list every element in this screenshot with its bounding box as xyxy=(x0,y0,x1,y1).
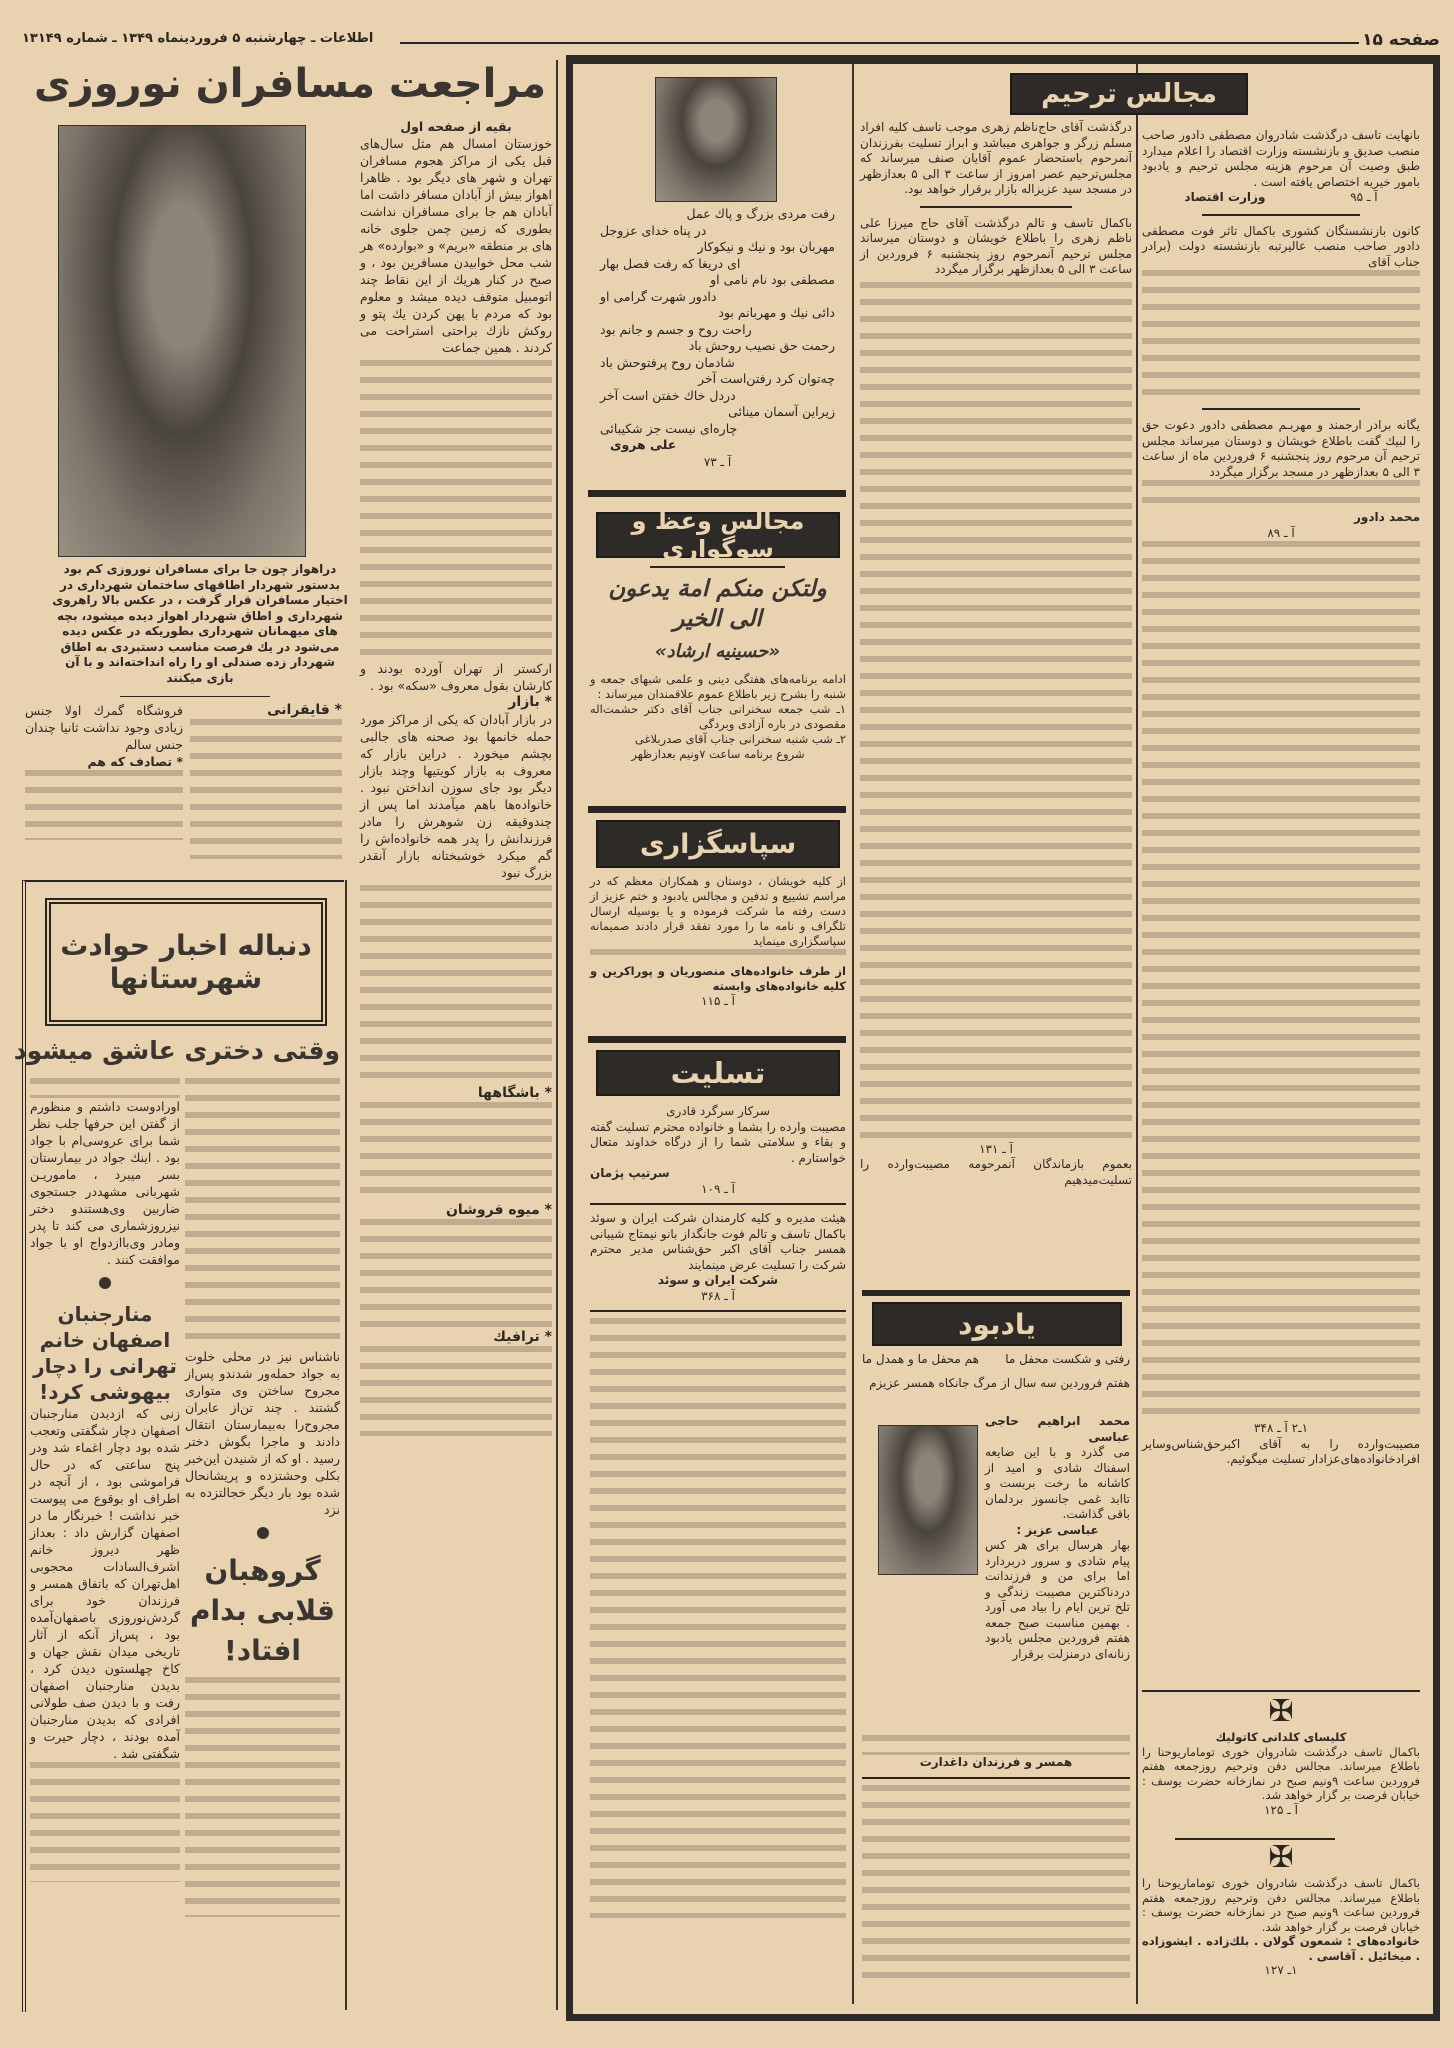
poem-line: راحت روح و جسم و جانم بود xyxy=(600,321,752,337)
church-text: باکمال تاسف درگذشت شادروان خوری توماماریوحنا را باطلاع میرساند. مجالس دفن وترحیم روزجمعه هفتم فروردین ساعت ۹ونیم صبح در نمازخانه حضرت یوسف : خیابان فرصت بر گزار خواهد شد. xyxy=(1142,1876,1420,1934)
memorial-name: محمد ابراهیم حاجی عباسی xyxy=(985,1414,1130,1444)
tarhim-text: کانون بازنشستگان کشوری باکمال تاثر فوت مصطفی دادور صاحب منصب عالیرتبه بازنشسته دولت (برادر جناب آقای xyxy=(1142,223,1420,269)
ad-code: آ ـ ۱۲۵ xyxy=(1264,1802,1298,1817)
poem-line: چه‌توان کرد رفتن‌است آخر xyxy=(698,371,835,386)
obituaries-column xyxy=(860,120,1132,1188)
memorial-text: بهار هرسال برای هر کس پیام شادی و سرور دربردارد اما برای من و فرزندانت دردناکترین مصیبت زندگی و تلخ ترین ایام را بیاد می آورد . بهمین مناسبت صبح جمعه هفتم فروردین مجلس یادبود زنانه‌ای درمنزلت برقرار xyxy=(985,1538,1130,1661)
bazaar-text: در بازار آبادان که یکی از مراکز مورد حمله خانمها بود صحنه های جالبی بچشم میخورد . دراین بازار که معروف به بازار کویتیها وچند بازار دیگر بود جای سوزن انداختن نبود . خانواده‌ها باهم میآمدند اما پس از چندوقیقه زن شوهرش را مادر فرزندانش را پدر همه خانواده‌اش را گم میکرد خوشبختانه بازار آنقدر بزرگ نبود xyxy=(360,712,552,880)
incidents-subtitle: شهرستانها xyxy=(109,962,263,995)
orchestra-text: ارکستر از تهران آورده بودند و کارشان بقول معروف «سکه» بود . xyxy=(360,661,552,693)
minaret-headline: منارجنبان اصفهان خانم تهرانی را دچار بیهوشی کرد! xyxy=(33,1302,177,1404)
minaret-text: زنی که ازدیدن منارجنبان اصفهان دچار شگفتی وتعجب شده بود دچار اغماء شد ودر پنج ساعتی که در حال فراموشی بود ، از آنچه در اطراف او بوقوع می پیوست خبر نداشت ! خبرنگار ما در اصفهان گزارش داد : بعداز ظهر دیروز خانم اشرف‌السادات محجوبی اهل‌تهران که باتفاق همسر و فرزندان خود برای گردش‌نوروزی باصفهان‌آمده بود ، پس‌از آنکه از آثار تاریخی میدان نقش جهان و کاخ چهلستون دیدن کرد ، بدیدن منارجنبان اصفهان رفت و با دیدن صف طولانی افرادی که بدیدن منارجنبان آمده بودند ، دچار حیرت و شگفتی شد . xyxy=(30,1406,180,1761)
obituary-text: بعموم بازماندگان آنمرحومه مصیبت‌وارده را تسلیت‌میدهیم xyxy=(860,1157,1132,1187)
church-name: کلیسای کلدانی کاتولیك xyxy=(1215,1730,1347,1744)
love-article-col2 xyxy=(185,1078,340,1917)
poem-line: زیراین آسمان مینائی xyxy=(728,404,835,419)
condolence-signature: سرتیپ پژمان xyxy=(590,1166,670,1180)
church-notice-1 xyxy=(1142,1730,1420,1817)
bazaar-subhead: * بازار xyxy=(508,694,552,710)
tarhim-heading: مجالس ترحیم xyxy=(1010,73,1248,115)
memorial-poem xyxy=(590,206,845,470)
page-number: صفحه ۱۵ xyxy=(1362,30,1440,50)
poem-line: رفت مردی بزرگ و پاك عمل xyxy=(686,206,835,221)
sermon-time: شروع برنامه ساعت ۷ونیم بعدازظهر xyxy=(631,747,805,761)
ad-code: آ ـ ۱۳۱ xyxy=(979,1141,1013,1156)
thanks-signature: از طرف خانواده‌های منصوریان و پوراکرین و کلیه خانواده‌های وابسته xyxy=(590,964,846,993)
poem-line: ای دریغا که رفت فصل بهار xyxy=(600,255,741,271)
ad-code: آ ـ ۳۶۸ xyxy=(701,1288,735,1303)
condolence-text: هیئت مدیره و کلیه کارمندان شرکت ایران و سوئد باکمال تاسف و تالم فوت جانگداز بانو نیمتاج شیبانی همسر جناب آقای اکبر حق‌شناس مدیر محترم شرکت را تسلیت عرض مینمایند xyxy=(590,1211,846,1272)
poem-line: دردل خاك خفتن است آخر xyxy=(600,387,736,403)
cross-icon: ✠ xyxy=(1268,1840,1294,1875)
love-text: اورادوست داشتم و منظورم از گفتن این حرفها جلب نظر شما برای عروسی‌ام با جواد بود . اینك جواد در بیمارستان بسر میبرد ، ماموریـن شهربانی مشهددر جستجوی ضاربین وی‌هستندو دختر نیزروزشماری می کند تا پدر ومادر وی‌باازدواج او با جواد موافقت کنند . xyxy=(30,1099,180,1267)
tarhim-signature: محمد دادور xyxy=(1353,510,1420,524)
memorial-heading: یادبود xyxy=(872,1302,1122,1346)
travelers-headline: مراجعت مسافران نوروزی xyxy=(33,61,547,107)
customs-text: فروشگاه گمرك اولا جنس زیادی وجود نداشت ثانیا چندان جنس سالم xyxy=(25,703,183,752)
tarhim-column xyxy=(1142,128,1420,1468)
boating-article xyxy=(190,702,342,859)
sermon-venue: «حسینیه ارشاد» xyxy=(654,641,781,662)
love-headline: وقتی دختری عاشق میشود xyxy=(13,1036,340,1065)
boating-subhead: * قایقرانی xyxy=(267,702,342,718)
incidents-title: دنباله اخبار حوادث xyxy=(60,929,312,962)
incidents-box xyxy=(45,898,327,1026)
condolence-recipient: سرکار سرگرد قادری xyxy=(666,1104,770,1118)
ad-code: ۱ـ ۱۲۷ xyxy=(1264,1963,1298,1977)
sermon-item: ۱ـ شب جمعه سخنرانی جناب آقای دکتر حشمت‌اله مقصودی در باره آزادی وبردگی xyxy=(590,702,846,731)
ad-code: ۱ـ۲ آ ـ ۳۴۸ xyxy=(1253,1421,1309,1435)
fruit-subhead: * میوه فروشان xyxy=(445,1202,552,1218)
memorial-photo xyxy=(878,1425,978,1575)
condolence-heading: تسلیت xyxy=(596,1050,840,1096)
memorial-address: عباسی عزیز : xyxy=(1016,1522,1099,1537)
column-divider xyxy=(556,60,558,2010)
church-text: باکمال تاسف درگذشت شادروان خوری توماماریوحنا را باطلاع میرساند. مجالس دفن وترحیم روزجمعه هفتم فروردین ساعت ۹ونیم صبح در نمازخانه حضرت یوسف : خیابان فرصت بر گزار خواهد شد. xyxy=(1142,1744,1420,1802)
memorial-text: می گذرد و با این ضایعه اسفناك شادی و امید از کاشانه ما رخت بربست و تاابد غمی جانسوز بردلمان باقی گذاشت. xyxy=(985,1445,1130,1521)
poem-line: دائی نیك و مهربانم بود xyxy=(718,305,835,320)
continued-label: بقیه از صفحه اول xyxy=(400,119,512,134)
poem-line: در پناه خدای عزوجل xyxy=(600,222,707,238)
verse-line: هم محفل ما و همدل ما xyxy=(862,1352,979,1366)
accident-subhead: * تصادف که هم xyxy=(87,754,183,769)
issue-line: اطلاعات ـ چهارشنبه ۵ فروردینماه ۱۳۴۹ ـ شماره ۱۳۱۴۹ xyxy=(22,31,374,46)
poem-signature: علی هروی xyxy=(610,437,677,452)
tarhim-text: یگانه برادر ارجمند و مهربـم مصطفی دادور دعوت حق را لبیك گفت باطلاع خویشان و دوستان میرساند مجلس ترحیم آن مرحوم روز پنجشنبه ۶ فروردین ماه از ساعت ۳ الی ۵ بعدازظهر در مسجد برگزار میگردد xyxy=(1142,418,1420,479)
text-continuation xyxy=(360,360,552,660)
condolence-notices xyxy=(590,1104,846,1918)
hostage-headline: گروهبان قلابی بدام افتاد! xyxy=(190,1554,335,1667)
ad-code: آ ـ ۹۵ xyxy=(1350,190,1378,204)
clubs-subhead: * باشگاهها xyxy=(477,1085,552,1101)
thanks-heading: سپاسگزاری xyxy=(596,820,840,868)
assault-text: ناشناس نیز در محلی خلوت به جواد حمله‌ور شدندو پس‌از مجروح ساختن وی متواری گشتند . چند تن‌از عابران مجروح‌را به‌بیمارستان انتقال دادند و ماجرا بگوش دختر رسید . او که از شنیدن این‌خبر بکلی وحشتزده و پریشانحال شده بود بار دیگر خجالتزده به نزد xyxy=(185,1349,340,1517)
thanks-text: از کلیه خویشان ، دوستان و همکاران معظم که در مراسم تشییع و تدفین و مجالس یادبود و ختم عزیز از دست رفته ما شرکت فرموده و یا بوسیله ارسال تلگراف و نامه ما را مورد تفقد قرار دادند صمیمانه سپاسگزاری مینماید xyxy=(590,874,846,948)
memorial-verse xyxy=(862,1352,1130,1366)
children-photo xyxy=(58,125,306,557)
sermon-item: ۲ـ شب شنبه سخنرانی جناب آقای صدربلاغی xyxy=(634,732,846,746)
church-families: خانواده‌های : شمعون گولان . بلك‌زاده . ایشوزاده . میخائیل . آقاسی . xyxy=(1142,1934,1420,1963)
poem-line: چاره‌ای نیست جز شكیبائی xyxy=(600,420,738,436)
tarhim-text: مصیبت‌وارده را به آقای اکبرحق‌شناس‌وسایر افرادخانواده‌های‌عزادار تسلیت میگوئیم. xyxy=(1142,1436,1420,1466)
ad-code: آ ـ ۸۹ xyxy=(1267,525,1295,540)
portrait-photo xyxy=(655,77,777,202)
sermon-notice xyxy=(590,672,846,762)
memorial-body xyxy=(985,1414,1130,1662)
customs-article xyxy=(25,702,183,840)
obituary-text: درگذشت آقای حاج‌ناظم زهری موجب تاسف کلیه افراد مسلم زرگر و جواهری میباشد و ابراز تسلیت بفرزندان آنمرحوم باستحضار عموم آقایان صنف میرساند که مجلس‌ترحیم عصر امروز از ساعت ۳ الی ۵ بعدازظهر در مسجد سید عزیزاله بازار برقرار خواهد بود. xyxy=(860,120,1133,196)
poem-line: دادور شهرت گرامی او xyxy=(600,288,717,304)
ad-code: آ ـ ۷۳ xyxy=(703,454,732,469)
ad-code: آ ـ ۱۱۵ xyxy=(701,994,735,1008)
bullet-icon xyxy=(99,1277,111,1289)
poem-line: مهربان بود و نیك و نیكوكار xyxy=(697,239,835,254)
tarhim-text: بانهایت تاسف درگذشت شادروان مصطفی دادور صاحب منصب صدیق و بازنشسته وزارت اقتصاد را اعلام میدارد طبق وصیت آن مرحوم هزینه مجلس ترحیم و یادبود بامور خیریه اختصاص یافته است . xyxy=(1142,128,1420,189)
memorial-footer xyxy=(862,1735,1130,1985)
travelers-body: خوزستان امسال هم مثل سال‌های قبل یکی از مراکز هجوم مسافران تهران و شهر های دیگر بود . ظاهرا اهواز بیش از آبادان مسافر داشت اما آبادان هم جا برای مسافران نداشت بطوری که زمین چمن جلوی خانه های بر منطقه «بریم» و «بوارده» هر شب محل خوابیدن مسافرین بود ، و صبح در کنار هریك از این نقاط چند اتومبیل متوقف دیده میشد و معلوم بود که مردم با پهن کردن یك پتو و روکش نازك براحتی استراحت می کردند . همین جماعت xyxy=(360,136,552,355)
love-article-col1 xyxy=(30,1078,180,1882)
tarhim-signature: وزارت اقتصاد xyxy=(1184,190,1266,204)
condolence-signature: شرکت ایران و سوئد xyxy=(657,1273,779,1287)
ad-code: آ ـ ۱۰۹ xyxy=(701,1181,735,1196)
cross-icon: ✠ xyxy=(1268,1694,1294,1729)
sermon-verse: ولتکن منکم امة یدعون الی الخیر xyxy=(608,576,827,632)
memorial-intro: هفتم فروردین سه سال از مرگ جانکاه همسر عزیزم xyxy=(869,1376,1130,1390)
condolence-text: مصیبت وارده را بشما و خانواده محترم تسلیت گفته و بقاء و سلامتی شما را از درگاه خداوند متعال خواستارم . xyxy=(590,1119,846,1165)
traffic-subhead: * ترافیك xyxy=(493,1329,552,1345)
travelers-article xyxy=(360,118,552,1436)
bullet-icon xyxy=(257,1527,269,1539)
poem-line: شادمان روح پرفتوحش باد xyxy=(600,354,735,370)
sermon-heading: مجالس وعظ و سوگواری xyxy=(596,512,840,558)
memorial-signature: همسر و فرزندان داغدارت xyxy=(919,1755,1073,1769)
sermon-text: ادامه برنامه‌های هفتگی دینی و علمی شبهای جمعه و شنبه را بشرح زیر باطلاع عموم علاقمندان میرساند : xyxy=(590,672,846,701)
poem-line: مصطفی بود نام نامی او xyxy=(710,272,835,287)
obituary-text: باکمال تاسف و تالم درگذشت آقای حاج میرزا علی ناظم زهری را باطلاع خویشان و دوستان میرساند مجلس ترحیم آنمرحوم روز پنجشنبه ۶ فروردین از ساعت ۳ الی ۵ بعدازظهر برگزار میگردد xyxy=(860,215,1132,276)
thanks-notice xyxy=(590,874,846,1009)
photo-caption: دراهواز چون جا برای مسافران نوروزی کم بود بدستور شهردار اطاقهای ساختمان شهرداری در اختیار مسافران قرار گرفت ، در عکس بالا راهروی شهرداری و اطاق شهردار اهواز دیده میشود، بچه های میهمانان شهرداری بطوریکه در عکس دیده می‌شود در یك فرصت مناسب دستبردی به اطاق شهردار زده صندلی او را راه انداخته‌اند و با آن بازی میکنند xyxy=(52,562,348,685)
verse-line: رفتی و شکست محفل ما xyxy=(1005,1352,1130,1366)
masthead-rule xyxy=(400,42,1359,44)
poem-line: رحمت حق نصیب روحش باد xyxy=(688,338,835,353)
church-notice-2 xyxy=(1142,1876,1420,1978)
